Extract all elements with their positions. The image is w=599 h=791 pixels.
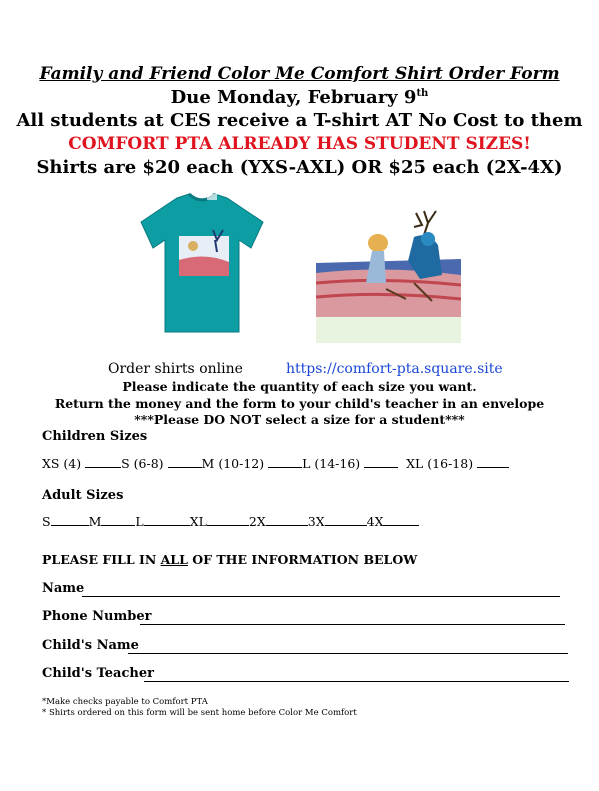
due-date-suffix: th (416, 88, 429, 99)
shipping-note: * Shirts ordered on this form will be sent home before Color Me Comfort (42, 708, 357, 718)
name-label: Name (42, 581, 85, 596)
quantity-field[interactable] (51, 514, 89, 526)
pta-notice: COMFORT PTA ALREADY HAS STUDENT SIZES! (68, 134, 531, 154)
order-online-link[interactable]: https://comfort-pta.square.site (286, 361, 503, 377)
size-label: 4X (366, 514, 384, 529)
quantity-field[interactable] (266, 514, 308, 526)
quantity-field[interactable] (383, 514, 419, 526)
fill-in-heading-prefix: PLEASE FILL IN (42, 552, 161, 567)
tshirt-image (135, 190, 270, 338)
quantity-field[interactable] (144, 514, 190, 526)
due-date-text: Due Monday, February 9 (170, 87, 417, 108)
order-online-label: Order shirts online (108, 361, 243, 377)
childs-name-label: Child's Name (42, 638, 139, 653)
instruction-no-student: ***Please DO NOT select a size for a student*** (134, 412, 465, 427)
size-label: L (14-16) (302, 456, 361, 471)
fill-in-heading-suffix: OF THE INFORMATION BELOW (187, 552, 418, 567)
instruction-quantity: Please indicate the quantity of each size you want. (122, 379, 477, 394)
size-label: M (88, 514, 102, 529)
quantity-field[interactable] (207, 514, 249, 526)
quantity-field[interactable] (477, 456, 509, 468)
size-label: L (135, 514, 144, 529)
fill-in-heading (42, 552, 417, 567)
childs-teacher-field[interactable] (144, 681, 569, 682)
quantity-field[interactable] (85, 456, 121, 468)
children-sizes-heading: Children Sizes (42, 429, 148, 444)
phone-number-field[interactable] (140, 624, 565, 625)
size-label: M (10-12) (201, 456, 265, 471)
due-date (0, 87, 599, 108)
quantity-field[interactable] (364, 456, 398, 468)
size-label: S (6-8) (121, 456, 164, 471)
quantity-field[interactable] (101, 514, 135, 526)
adult-sizes-row (42, 514, 419, 529)
checks-payable-note: *Make checks payable to Comfort PTA (42, 697, 208, 707)
drawing-image (316, 205, 461, 343)
adult-sizes-heading: Adult Sizes (42, 488, 124, 503)
size-label: XS (4) (42, 456, 82, 471)
size-label: 2X (248, 514, 266, 529)
instruction-return: Return the money and the form to your child's teacher in an envelope (54, 396, 545, 411)
size-label: S (42, 514, 51, 529)
phone-number-label: Phone Number (42, 609, 152, 624)
quantity-field[interactable] (168, 456, 202, 468)
childs-teacher-label: Child's Teacher (42, 666, 154, 681)
fill-in-heading-emphasis: ALL (160, 552, 188, 567)
size-label: 3X (307, 514, 325, 529)
quantity-field[interactable] (325, 514, 367, 526)
price-info: Shirts are $20 each (YXS-AXL) OR $25 each (2X-4X) (36, 157, 563, 178)
children-sizes-row (42, 456, 509, 471)
size-label: XL (189, 514, 207, 529)
quantity-field[interactable] (268, 456, 302, 468)
students-notice: All students at CES receive a T-shirt AT No Cost to them (16, 110, 583, 131)
size-label: XL (16-18) (406, 456, 474, 471)
form-title: Family and Friend Color Me Comfort Shirt Order Form (39, 64, 560, 84)
childs-name-field[interactable] (128, 653, 568, 654)
name-field[interactable] (82, 596, 560, 597)
